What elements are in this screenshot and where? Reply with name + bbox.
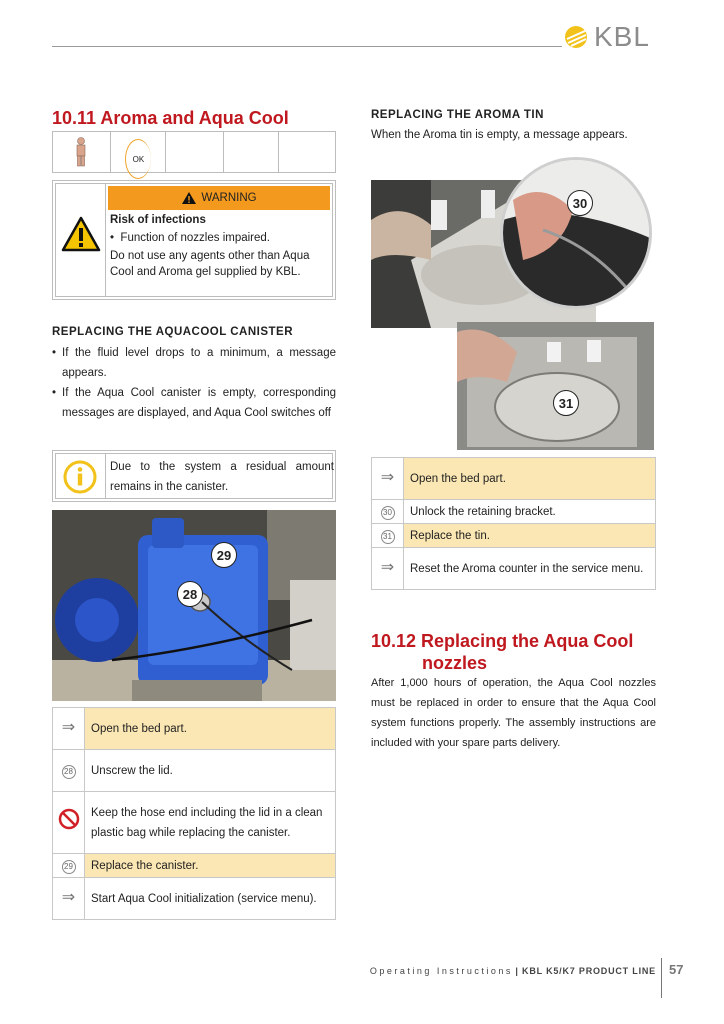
warning-heading: Risk of infections	[110, 214, 206, 226]
list-item: • If the Aqua Cool canister is empty, corresponding messages are displayed, and Aqua Cool switches off	[52, 383, 336, 423]
callout-31: 31	[553, 390, 579, 416]
step-text: Reset the Aroma counter in the service menu.	[404, 548, 656, 590]
callout-29: 29	[211, 542, 237, 568]
warning-header	[108, 186, 330, 210]
kbl-logo	[564, 22, 650, 52]
page-number: 57	[669, 962, 684, 977]
footer-divider	[661, 958, 662, 998]
table-row	[53, 854, 336, 878]
prohibited-icon	[58, 808, 80, 830]
info-icon	[63, 460, 97, 494]
aroma-detail-zoom	[500, 157, 652, 309]
ppe-empty-cell	[224, 132, 280, 172]
nozzle-text: After 1,000 hours of operation, the Aqua Cool nozzles must be replaced in order to ensure that the Aqua Cool system functions properly. The assembly instructions are included with your spare parts delivery.	[371, 677, 656, 749]
step-text: Replace the tin.	[404, 524, 656, 548]
ppe-table	[52, 131, 336, 173]
table-row	[53, 750, 336, 792]
ppe-ok-cell	[111, 132, 167, 172]
callout-30: 30	[567, 190, 593, 216]
aroma-illustration-2	[457, 322, 654, 450]
arrow-right-icon: ⇒	[61, 889, 76, 906]
table-row	[372, 524, 656, 548]
aroma-heading: REPLACING THE AROMA TIN	[371, 109, 544, 121]
table-row	[53, 708, 336, 750]
step-text: Open the bed part.	[85, 708, 336, 750]
person-icon-cell	[53, 132, 111, 172]
section-title-10-11: 10.11 Aroma and Aqua Cool	[52, 108, 289, 128]
person-icon	[74, 137, 88, 167]
step-text: Keep the hose end including the lid in a clean plastic bag while replacing the canister.	[85, 792, 336, 854]
warning-bullet: Function of nozzles impaired.	[120, 232, 270, 244]
aquacool-steps-table	[52, 707, 336, 920]
step-text: Open the bed part.	[404, 458, 656, 500]
warning-text: Do not use any agents other than Aqua Cool and Aroma gel supplied by KBL.	[110, 250, 310, 278]
ppe-empty-cell	[279, 132, 335, 172]
aroma-tin-photo-2	[457, 322, 654, 450]
info-box	[52, 450, 336, 502]
warning-small-icon	[181, 191, 197, 205]
step-text: Unlock the retaining bracket.	[404, 500, 656, 524]
warning-triangle-icon	[61, 216, 101, 252]
warning-box	[52, 180, 336, 300]
section-title-line2: nozzles	[422, 653, 488, 673]
table-row	[372, 500, 656, 524]
table-row	[53, 792, 336, 854]
warning-label: WARNING	[201, 192, 257, 204]
number-30-icon: 30	[381, 506, 395, 520]
arrow-right-icon: ⇒	[380, 559, 395, 576]
step-text: Replace the canister.	[85, 854, 336, 878]
info-text: Due to the system a residual amount remains in the canister.	[110, 461, 334, 493]
aroma-intro: When the Aroma tin is empty, a message appears.	[371, 129, 628, 141]
ok-badge: OK	[125, 139, 151, 179]
step-text: Unscrew the lid.	[85, 750, 336, 792]
aroma-detail-illustration	[503, 160, 652, 309]
aquacool-heading: REPLACING THE AQUACOOL CANISTER	[52, 326, 294, 338]
logo-mark-icon	[564, 25, 588, 49]
footer-doc: Operating Instructions	[369, 966, 513, 976]
step-text: Start Aqua Cool initialization (service menu).	[85, 878, 336, 920]
table-row	[372, 548, 656, 590]
arrow-right-icon: ⇒	[61, 719, 76, 736]
header-rule	[52, 46, 562, 47]
aquacool-canister-photo	[52, 510, 336, 701]
table-row	[53, 878, 336, 920]
footer-product: | KBL K5/K7 PRODUCT LINE	[515, 966, 656, 976]
aroma-steps-table	[371, 457, 656, 590]
number-31-icon: 31	[381, 530, 395, 544]
arrow-right-icon: ⇒	[380, 469, 395, 486]
section-title-line1: 10.12 Replacing the Aqua Cool	[371, 631, 634, 651]
table-row	[372, 458, 656, 500]
section-title-10-12	[371, 630, 633, 674]
logo-text: KBL	[594, 21, 650, 52]
list-item: • If the fluid level drops to a minimum, a message appears.	[52, 343, 336, 383]
number-29-icon: 29	[62, 860, 76, 874]
ppe-empty-cell	[166, 132, 224, 172]
callout-28: 28	[177, 581, 203, 607]
warning-body: Risk of infections • Function of nozzles impaired. Do not use any agents other than Aqua Cool and Aroma gel supplied by KBL.	[110, 212, 334, 280]
footer-text	[340, 966, 656, 976]
aquacool-bullets	[52, 343, 336, 423]
number-28-icon: 28	[62, 765, 76, 779]
